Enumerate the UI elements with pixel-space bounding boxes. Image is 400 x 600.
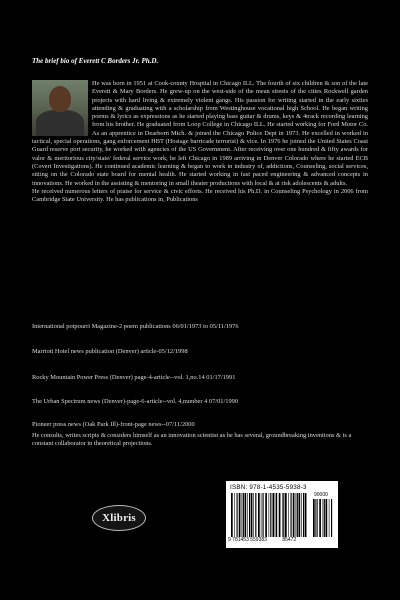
price-code: 90000	[314, 492, 328, 498]
publication-item: International potpourri Magazine-2 poem publications 06/01/1973 to 05/11/1976	[32, 323, 239, 330]
publication-item: The Urban Spectrum news (Denver)-page-6-article--vol. 4,number 4 07/01/1990	[32, 398, 239, 405]
ean-barcode	[230, 493, 308, 537]
addon-digits: 85472	[282, 537, 297, 543]
publication-item: Marriott Hotel news publication (Denver) article-05/12/1998	[32, 348, 188, 355]
isbn-number: ISBN: 978-1-4535-5938-3	[230, 484, 307, 491]
ean-digits: 9 781453 559383	[228, 537, 267, 543]
xlibris-logo	[92, 505, 146, 531]
isbn-barcode	[226, 481, 338, 548]
publication-item: Rocky Mountain Power Press (Denver) page-4-article--vol. 1,no.14 01/17/1991	[32, 374, 236, 381]
closing-paragraph: He consults, writes scripts & considers himself as an innovation scientist as he has several, groundbreaking inventions & is a constant collaborator in theoretical projections.	[32, 432, 352, 448]
bio-text	[32, 80, 368, 204]
bio-paragraph: He received numerous letters of praise for service & civic efforts. He received his Ph.D. in Counseling Psychology in 2006 from Cambridge State University. He has publications in, Publications	[32, 187, 368, 204]
bio-paragraph: He was born in 1951 at Cook-county Hospital in Chicago ILL. The fourth of six children & son of the late Everett & Mary Borders. He grew-up on the west-side of the mean streets of the cities Rockwell garden projects with hard living & extremely violent gangs. His passion for writing started in the early sixties attending & graduating with a scholarship from Westinghouse vocational high School. He began writing poems & lyrics as expressions as he started playing bass guitar & drums, keys & 4track recording learning from his brother. He graduated from Loop College in Chicago ILL. He started working for Ford Motor Co. As an apprentice in Dearborn Mich. & joined the Chicago Police Dept in 1973. He excelled in worked in tactical, special operations, gang enforcement HBT (Hostage barricade terrorist) & vice. In 1976 he joined the United States Coast Guard reserve port security, he worked with agencies of the US Government. After receiving over one hundred & fifty awards for valor & meritorious city/state/ federal service work, he left Chicago in 1989 arriving in Denver Colorado where he started ECB (Covert Investigations). He continued academic learning & began to work in industry of, addictions, Counseling, social services, sitting on the Colorado state board for mental health. He started working in fast paced engineering & advanced concepts in innovations. He worked in the assisting & mentoring in small theater productions with local & at risk adolescents & adults.	[32, 80, 368, 187]
barcode-digits	[228, 537, 296, 543]
publication-item: Pioneer press news (Oak Park Ill)-front-page news--07/11/2000	[32, 421, 195, 428]
bio-title: The brief bio of Everett C Borders Jr. Ph.D.	[32, 57, 159, 65]
logo-text: Xlibris	[102, 512, 136, 524]
